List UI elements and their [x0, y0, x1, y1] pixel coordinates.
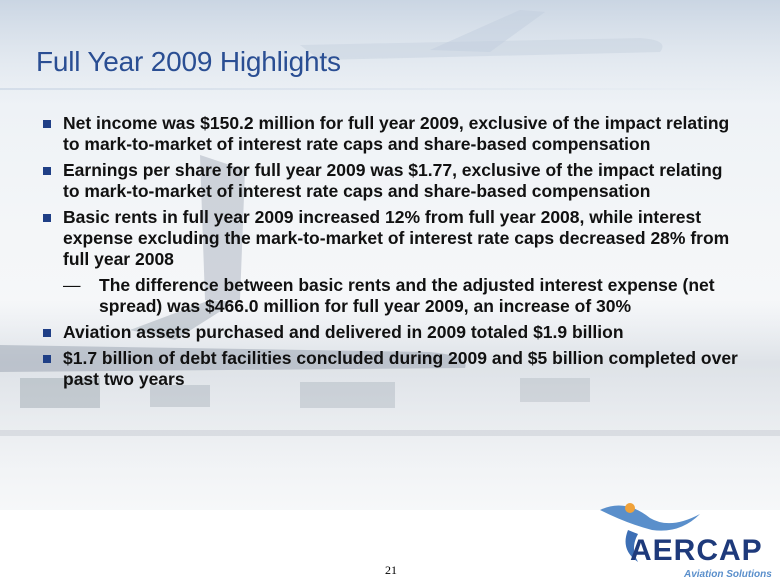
logo-tagline: Aviation Solutions	[684, 569, 772, 580]
dash-bullet-icon: —	[63, 275, 81, 295]
bullet-text: Basic rents in full year 2009 increased 12% from full year 2008, while interest expense excluding the mark-to-market of interest rate caps decreased 28% from full year 2008	[63, 207, 730, 269]
bullet-text: Aviation assets purchased and delivered in 2009 totaled $1.9 billion	[63, 322, 624, 342]
bullet-item	[42, 113, 742, 155]
bullet-item	[42, 322, 742, 343]
square-bullet-icon	[43, 167, 51, 175]
sub-bullet-text: The difference between basic rents and the adjusted interest expense (net spread) was $466.0 million for full year 2009, an increase of 30%	[99, 275, 715, 316]
highlights-list	[42, 113, 742, 395]
square-bullet-icon	[43, 329, 51, 337]
bullet-item	[42, 160, 742, 202]
bullet-item	[42, 207, 742, 270]
square-bullet-icon	[43, 355, 51, 363]
slide-title: Full Year 2009 Highlights	[36, 46, 341, 77]
bullet-text: $1.7 billion of debt facilities concluded during 2009 and $5 billion completed over past two years	[63, 348, 738, 389]
bullet-item	[42, 348, 742, 390]
aercap-logo	[590, 490, 770, 582]
square-bullet-icon	[43, 120, 51, 128]
title-divider	[0, 88, 780, 90]
square-bullet-icon	[43, 214, 51, 222]
bullet-text: Earnings per share for full year 2009 was $1.77, exclusive of the impact relating to mark-to-market of interest rate caps and share-based compensation	[63, 160, 723, 201]
page-number: 21	[385, 563, 397, 577]
bullet-text: Net income was $150.2 million for full year 2009, exclusive of the impact relating to mark-to-market of interest rate caps and share-based compensation	[63, 113, 730, 154]
sub-bullet-item	[42, 275, 742, 317]
logo-wordmark: AERCAP	[630, 534, 763, 567]
